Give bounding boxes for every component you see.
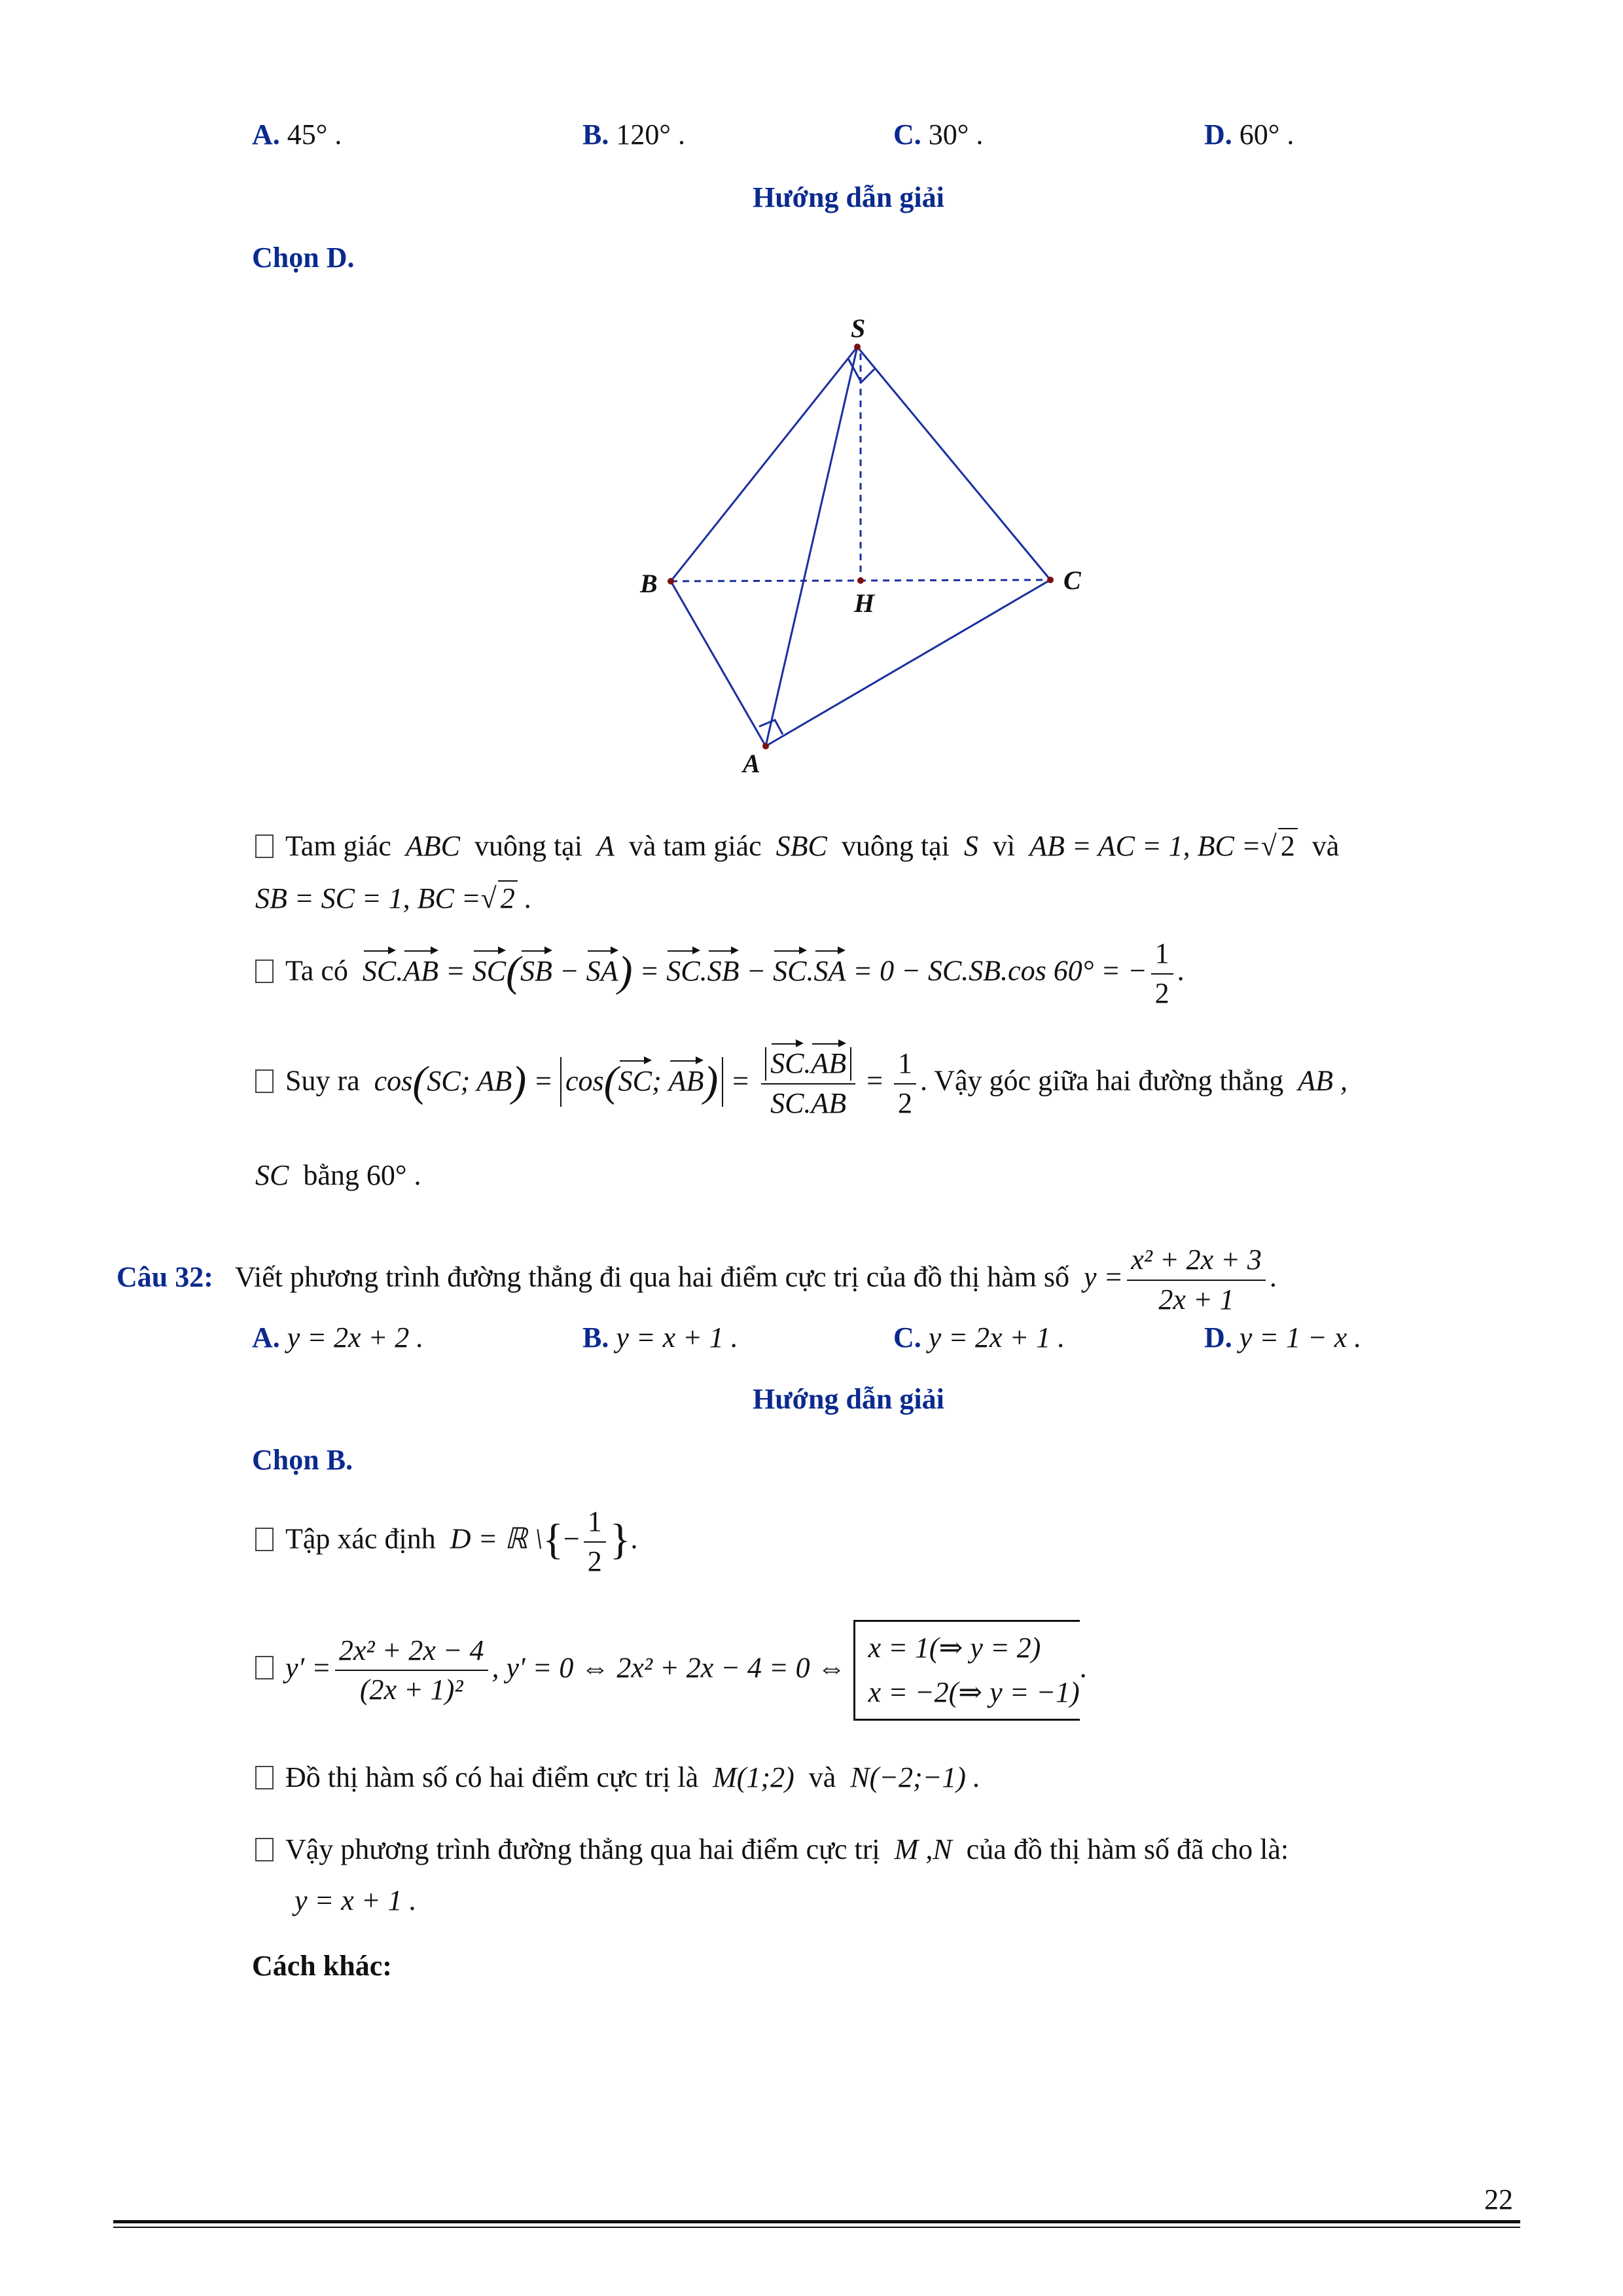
option-text: y = 2x + 2 . — [287, 1321, 424, 1354]
numerator: 1 — [894, 1047, 916, 1085]
q32-option-d — [1204, 1321, 1361, 1354]
q31-option-d-label: D. — [1204, 118, 1232, 151]
other-method-heading: Cách khác: — [252, 1950, 392, 1982]
denominator: 2 — [898, 1086, 913, 1119]
bullet-box-icon — [255, 834, 274, 858]
q32-sol-line1: Tập xác định D = ℝ \{− $\frac{1}{2}$ }. — [255, 1505, 637, 1578]
bullet-box-icon — [255, 1766, 274, 1789]
math: D = ℝ \ — [450, 1522, 543, 1555]
edge-sb — [671, 347, 857, 581]
edge-ac — [766, 580, 1050, 746]
cos-expression: cos(SC; AB) = cos(SC; AB) = — [374, 1057, 758, 1105]
option-text: y = 2x + 1 . — [928, 1321, 1065, 1354]
fraction: $\frac{SC.AB}{SC.AB}$ — [761, 1047, 855, 1120]
text: Suy ra — [285, 1064, 360, 1097]
q31-sol-line5 — [255, 1158, 421, 1192]
math: , y′ = 0 ⇔ 2x² + 2x − 4 = 0 ⇔ — [491, 1651, 846, 1684]
question-label: Câu 32: — [116, 1261, 213, 1293]
math: N(−2;−1) . — [850, 1761, 980, 1793]
edge-ab — [671, 581, 766, 746]
solution-bracket — [853, 1620, 1080, 1721]
point-h — [857, 577, 864, 584]
math: A — [596, 830, 615, 862]
math: SC — [255, 1159, 289, 1191]
sqrt-arg: 2 — [498, 880, 518, 915]
math: M(1;2) — [713, 1761, 794, 1793]
text: của đồ thị hàm số đã cho là: — [966, 1833, 1289, 1865]
q31-sol-line4: Suy ra cos(SC; AB) = cos(SC; AB) = $\frac{SC.AB}{SC.AB}$ = $\frac{1}{2}$ . Vậy góc giữa hai đường thẳng AB , — [255, 1047, 1347, 1120]
point-s — [854, 344, 861, 350]
edge-sa — [766, 347, 857, 746]
footer-rule — [113, 2220, 1520, 2223]
fraction — [584, 1505, 606, 1578]
bullet-box-icon — [255, 960, 274, 983]
edge-sc — [857, 347, 1050, 580]
denominator: (2x + 1)² — [359, 1674, 463, 1706]
math: ABC — [405, 830, 460, 862]
page-number: 22 — [1484, 2183, 1513, 2215]
option-label: C. — [893, 1321, 921, 1354]
bullet-box-icon — [255, 1528, 274, 1551]
q32-sol-line2: y′ = $\frac{\text{2x² + 2x − 4}}{\text{(2x + 1)²}}$ , y′ = 0 ⇔ 2x² + 2x − 4 = 0 ⇔ x = 1(⇒ y = 2) x = −2(⇒ y = −1). — [255, 1620, 1087, 1721]
numerator: 1 — [1151, 937, 1173, 975]
point-a — [762, 743, 769, 749]
text: vuông tại — [841, 830, 950, 862]
bullet-box-icon — [255, 1069, 274, 1093]
q31-option-a-text: 45° . — [287, 118, 342, 151]
q31-sol-line1: Tam giác ABC vuông tại A và tam giác SBC vuông tại S vì AB = AC = 1, BC =√ 2 và — [255, 828, 1339, 863]
option-text: y = 1 − x . — [1239, 1321, 1362, 1354]
q31-sol-line2: SB = SC = 1, BC =√ 2 . — [255, 880, 532, 915]
text: . Vậy góc giữa hai đường thẳng — [920, 1064, 1284, 1097]
option-label: A. — [252, 1321, 280, 1354]
text: vì — [992, 830, 1016, 862]
q31-choice: Chọn D. — [252, 242, 355, 274]
q32-choice: Chọn B. — [252, 1444, 353, 1476]
q31-option-d-text: 60° . — [1239, 118, 1294, 151]
numerator: 2x² + 2x − 4 — [335, 1634, 488, 1672]
text: Đồ thị hàm số có hai điểm cực trị là — [285, 1761, 699, 1793]
bracket-row: x = −2(⇒ y = −1) — [868, 1676, 1080, 1709]
q32-sol-line3 — [255, 1761, 980, 1794]
label-b: B — [640, 569, 658, 598]
point-b — [668, 578, 674, 584]
bullet-box-icon — [255, 1838, 274, 1861]
math: SB = SC = 1, BC = — [255, 882, 481, 914]
q31-option-b-text: 120° . — [616, 118, 685, 151]
q32-sol-line5: y = x + 1 . — [294, 1884, 417, 1916]
footer-rule-thin — [113, 2227, 1520, 2228]
q32-question: Câu 32: Viết phương trình đường thẳng đi qua hai điểm cực trị của đồ thị hàm số y = $\frac{\text{x² + 2x + 3}}{2x + 1}$ . — [116, 1244, 1277, 1316]
denominator: 2 — [1154, 977, 1169, 1009]
sqrt-arg: 2 — [1278, 828, 1298, 863]
label-s: S — [851, 314, 866, 343]
fraction — [335, 1634, 488, 1707]
fraction — [894, 1047, 916, 1120]
q31-option-c-label: C. — [893, 118, 921, 151]
math: AB = AC = 1, BC = — [1029, 830, 1261, 862]
q31-option-c-text: 30° . — [928, 118, 984, 151]
text: bằng 60° . — [303, 1159, 421, 1191]
text: Ta có — [285, 954, 348, 987]
q31-solution-heading: Hướng dẫn giải — [753, 181, 944, 213]
text: Tập xác định — [285, 1522, 436, 1555]
math: M ,N — [894, 1833, 952, 1865]
label-c: C — [1063, 565, 1081, 595]
text: Tam giác — [285, 830, 391, 862]
pyramid-figure — [0, 0, 1623, 818]
option-text: y = x + 1 . — [616, 1321, 738, 1354]
math: SBC — [776, 830, 827, 862]
q32-option-c — [893, 1321, 1065, 1354]
label-a: A — [743, 749, 760, 778]
vector-expression: SC.AB = SC(SB − SA) = SC.SB − SC.SA = — [362, 947, 880, 996]
option-label: D. — [1204, 1321, 1232, 1354]
text: và — [808, 1761, 836, 1793]
text: Vậy phương trình đường thẳng qua hai điểm cực trị — [285, 1833, 880, 1865]
fraction — [1151, 937, 1173, 1010]
q32-option-a — [252, 1321, 423, 1354]
q31-option-b-label: B. — [582, 118, 609, 151]
q31-option-a-label: A. — [252, 118, 280, 151]
text: và — [1311, 830, 1340, 862]
question-text: Viết phương trình đường thẳng đi qua hai điểm cực trị của đồ thị hàm số — [234, 1261, 1069, 1293]
math: y = — [1083, 1261, 1124, 1293]
bracket-row: x = 1(⇒ y = 2) — [868, 1632, 1041, 1664]
math: 0 − SC.SB.cos 60° = − — [880, 954, 1147, 987]
q32-sol-line4 — [255, 1833, 1525, 1866]
label-h: H — [854, 588, 875, 618]
denominator: 2 — [587, 1545, 602, 1577]
q32-solution-heading: Hướng dẫn giải — [753, 1383, 944, 1415]
bullet-box-icon — [255, 1656, 274, 1679]
option-label: B. — [582, 1321, 609, 1354]
q31-sol-line3: Ta có SC.AB = SC(SB − SA) = SC.SB − SC.SA = 0 − SC.SB.cos 60° = − $\frac{1}{2}$ . — [255, 937, 1185, 1010]
math: S — [963, 830, 978, 862]
fraction — [1127, 1244, 1266, 1316]
numerator: 1 — [584, 1505, 606, 1543]
q32-option-b — [582, 1321, 738, 1354]
text: và tam giác — [628, 830, 762, 862]
denominator: 2x + 1 — [1158, 1283, 1234, 1316]
point-c — [1047, 577, 1054, 583]
text: vuông tại — [474, 830, 582, 862]
math: AB , — [1298, 1064, 1348, 1097]
numerator: x² + 2x + 3 — [1127, 1244, 1266, 1281]
